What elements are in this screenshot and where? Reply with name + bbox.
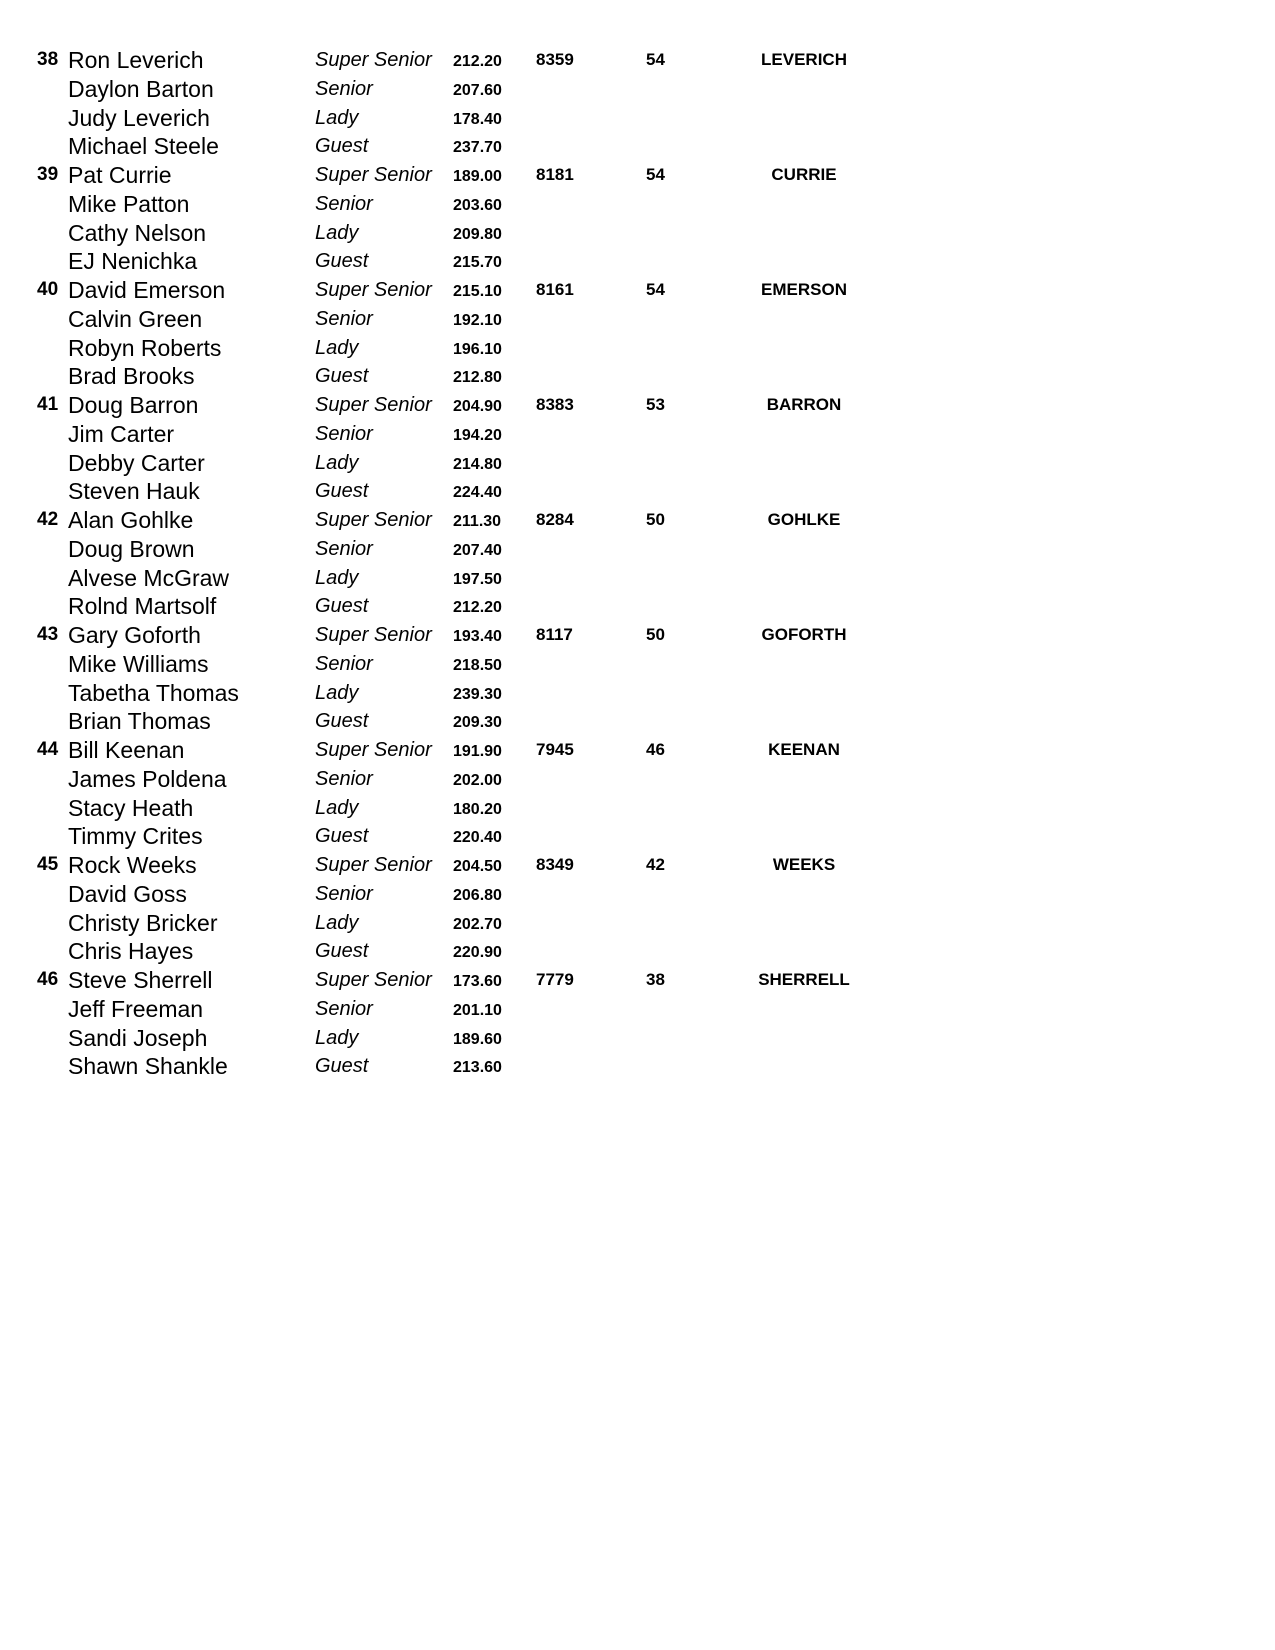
team-total-pins: 7945 — [536, 740, 574, 759]
team-points: 46 — [646, 740, 665, 759]
bowler-average: 193.40 — [453, 628, 502, 645]
bowler-name: Brad Brooks — [68, 363, 195, 390]
team-member-row — [0, 132, 1275, 161]
team-name: BARRON — [766, 395, 842, 414]
bowler-division: Super Senior — [315, 624, 432, 646]
bowler-name: Robyn Roberts — [68, 334, 222, 361]
bowler-division: Guest — [315, 135, 369, 158]
team-block — [0, 391, 1275, 506]
bowler-average: 203.60 — [453, 196, 502, 214]
bowler-average: 207.60 — [453, 81, 502, 99]
bowler-name: James Poldena — [68, 765, 227, 792]
bowler-division: Senior — [315, 997, 373, 1020]
bowler-division: Senior — [315, 307, 373, 330]
bowler-name: Sandi Joseph — [68, 1024, 208, 1051]
team-rank: 42 — [37, 509, 59, 530]
bowler-division: Lady — [315, 451, 359, 474]
bowler-division: Lady — [315, 336, 359, 359]
bowler-name: Steven Hauk — [68, 478, 200, 505]
bowler-average: 214.80 — [453, 455, 502, 473]
team-member-row — [0, 564, 1275, 593]
bowler-division: Senior — [315, 537, 373, 560]
bowler-average: 189.00 — [453, 168, 502, 185]
team-block — [0, 276, 1275, 391]
bowler-name: Cathy Nelson — [68, 219, 207, 246]
bowler-division: Guest — [315, 1055, 369, 1078]
bowler-average: 215.70 — [453, 254, 502, 272]
bowler-average: 220.40 — [453, 829, 502, 847]
bowler-name: Mike Williams — [68, 650, 209, 677]
team-name: WEEKS — [772, 855, 836, 874]
bowler-name: Mike Patton — [68, 190, 190, 217]
team-points: 42 — [646, 855, 665, 874]
team-rank: 44 — [37, 739, 59, 760]
team-lead-row — [0, 161, 1275, 190]
bowler-division: Lady — [315, 106, 359, 129]
team-rank: 39 — [37, 164, 59, 185]
bowler-average: 207.40 — [453, 541, 502, 559]
bowler-average: 201.10 — [453, 1001, 502, 1019]
team-member-row — [0, 449, 1275, 478]
bowler-division: Senior — [315, 882, 373, 905]
bowler-average: 204.50 — [453, 858, 502, 875]
bowler-division: Guest — [315, 940, 369, 963]
bowler-division: Lady — [315, 1026, 359, 1049]
bowler-average: 202.70 — [453, 915, 502, 933]
team-total-pins: 7779 — [536, 970, 574, 989]
team-rank: 46 — [37, 969, 59, 990]
bowler-division: Lady — [315, 681, 359, 704]
team-total-pins: 8284 — [536, 510, 574, 529]
team-name: CURRIE — [771, 165, 837, 184]
bowler-name: Judy Leverich — [68, 104, 210, 131]
team-name: EMERSON — [761, 280, 847, 299]
bowler-name: Michael Steele — [68, 133, 219, 160]
team-member-row — [0, 305, 1275, 334]
bowler-name: Alvese McGraw — [68, 564, 230, 591]
team-member-row — [0, 880, 1275, 909]
bowler-division: Lady — [315, 566, 359, 589]
bowler-division: Guest — [315, 480, 369, 503]
bowler-average: 204.90 — [453, 398, 502, 415]
team-member-row — [0, 679, 1275, 708]
team-points: 53 — [646, 395, 665, 414]
team-total-pins: 8383 — [536, 395, 574, 414]
bowler-name: Jeff Freeman — [68, 995, 204, 1022]
team-total-pins: 8161 — [536, 280, 574, 299]
bowler-average: 194.20 — [453, 426, 502, 444]
bowler-name: Daylon Barton — [68, 75, 214, 102]
bowler-name: Ron Leverich — [68, 47, 204, 73]
bowler-name: David Emerson — [68, 277, 226, 303]
bowler-name: Brian Thomas — [68, 708, 211, 735]
team-member-row — [0, 420, 1275, 449]
bowler-name: Doug Barron — [68, 392, 199, 418]
team-member-row — [0, 765, 1275, 794]
bowler-average: 209.80 — [453, 225, 502, 243]
bowler-name: Jim Carter — [68, 420, 175, 447]
bowler-division: Super Senior — [315, 49, 432, 71]
team-points: 54 — [646, 50, 665, 69]
team-member-row — [0, 937, 1275, 966]
bowler-average: 196.10 — [453, 340, 502, 358]
bowler-division: Guest — [315, 825, 369, 848]
bowler-division: Super Senior — [315, 394, 432, 416]
bowler-average: 218.50 — [453, 656, 502, 674]
bowler-average: 197.50 — [453, 570, 502, 588]
team-lead-row — [0, 621, 1275, 650]
team-name: GOHLKE — [767, 510, 841, 529]
bowler-division: Lady — [315, 911, 359, 934]
team-block — [0, 966, 1275, 1081]
bowler-average: 237.70 — [453, 139, 502, 157]
bowler-average: 224.40 — [453, 484, 502, 502]
team-member-row — [0, 75, 1275, 104]
team-points: 38 — [646, 970, 665, 989]
team-lead-row — [0, 851, 1275, 880]
bowler-average: 212.80 — [453, 369, 502, 387]
team-points: 54 — [646, 280, 665, 299]
team-member-row — [0, 822, 1275, 851]
bowler-name: Alan Gohlke — [68, 507, 194, 533]
bowler-average: 215.10 — [453, 283, 502, 300]
team-lead-row — [0, 506, 1275, 535]
bowler-average: 212.20 — [453, 599, 502, 617]
bowler-division: Senior — [315, 192, 373, 215]
team-name: GOFORTH — [761, 625, 847, 644]
bowler-division: Guest — [315, 710, 369, 733]
bowler-name: Timmy Crites — [68, 823, 203, 850]
bowler-division: Super Senior — [315, 164, 432, 186]
team-block — [0, 46, 1275, 161]
team-member-row — [0, 104, 1275, 133]
bowler-average: 206.80 — [453, 886, 502, 904]
bowler-average: 213.60 — [453, 1059, 502, 1077]
bowler-division: Guest — [315, 595, 369, 618]
bowler-division: Senior — [315, 422, 373, 445]
team-member-row — [0, 247, 1275, 276]
team-lead-row — [0, 46, 1275, 75]
bowler-name: Tabetha Thomas — [68, 679, 239, 706]
team-member-row — [0, 334, 1275, 363]
team-lead-row — [0, 391, 1275, 420]
standings-sheet — [0, 46, 1275, 1081]
team-block — [0, 851, 1275, 966]
bowler-name: Debby Carter — [68, 449, 205, 476]
bowler-average: 239.30 — [453, 685, 502, 703]
bowler-division: Lady — [315, 221, 359, 244]
bowler-division: Super Senior — [315, 969, 432, 991]
team-total-pins: 8117 — [536, 625, 573, 644]
team-member-row — [0, 477, 1275, 506]
bowler-division: Senior — [315, 767, 373, 790]
bowler-average: 191.90 — [453, 743, 502, 760]
bowler-name: Chris Hayes — [68, 938, 194, 965]
bowler-average: 212.20 — [453, 53, 502, 70]
team-name: SHERRELL — [758, 970, 850, 989]
bowler-average: 211.30 — [453, 513, 502, 530]
bowler-name: David Goss — [68, 880, 187, 907]
team-block — [0, 161, 1275, 276]
bowler-average: 178.40 — [453, 110, 502, 128]
team-block — [0, 506, 1275, 621]
team-rank: 41 — [37, 394, 59, 415]
bowler-name: Gary Goforth — [68, 622, 201, 648]
bowler-average: 202.00 — [453, 771, 502, 789]
team-block — [0, 736, 1275, 851]
bowler-average: 180.20 — [453, 800, 502, 818]
team-total-pins: 8359 — [536, 50, 574, 69]
bowler-average: 220.90 — [453, 944, 502, 962]
team-lead-row — [0, 966, 1275, 995]
team-lead-row — [0, 276, 1275, 305]
bowler-name: Rolnd Martsolf — [68, 593, 217, 620]
team-name: KEENAN — [768, 740, 840, 759]
bowler-division: Senior — [315, 77, 373, 100]
team-rank: 45 — [37, 854, 59, 875]
bowler-name: Shawn Shankle — [68, 1053, 228, 1080]
bowler-name: Bill Keenan — [68, 737, 185, 763]
team-points: 54 — [646, 165, 665, 184]
bowler-division: Lady — [315, 796, 359, 819]
team-member-row — [0, 794, 1275, 823]
team-member-row — [0, 650, 1275, 679]
bowler-division: Super Senior — [315, 279, 432, 301]
team-total-pins: 8349 — [536, 855, 574, 874]
bowler-average: 173.60 — [453, 973, 502, 990]
team-member-row — [0, 707, 1275, 736]
team-total-pins: 8181 — [536, 165, 574, 184]
bowler-name: EJ Nenichka — [68, 248, 198, 275]
team-rank: 40 — [37, 279, 59, 300]
team-member-row — [0, 592, 1275, 621]
team-member-row — [0, 1024, 1275, 1053]
team-rank: 38 — [37, 49, 59, 70]
bowler-name: Christy Bricker — [68, 909, 218, 936]
bowler-division: Super Senior — [315, 854, 432, 876]
team-member-row — [0, 362, 1275, 391]
bowler-name: Steve Sherrell — [68, 967, 213, 993]
team-block — [0, 621, 1275, 736]
bowler-average: 192.10 — [453, 311, 502, 329]
bowler-name: Rock Weeks — [68, 852, 197, 878]
bowler-name: Doug Brown — [68, 535, 195, 562]
bowler-division: Guest — [315, 250, 369, 273]
team-member-row — [0, 909, 1275, 938]
bowler-name: Calvin Green — [68, 305, 203, 332]
bowler-average: 209.30 — [453, 714, 502, 732]
team-rank: 43 — [37, 624, 59, 645]
bowler-name: Stacy Heath — [68, 794, 194, 821]
team-member-row — [0, 995, 1275, 1024]
team-points: 50 — [646, 510, 665, 529]
team-member-row — [0, 535, 1275, 564]
team-name: LEVERICH — [761, 50, 847, 69]
team-points: 50 — [646, 625, 665, 644]
bowler-name: Pat Currie — [68, 162, 172, 188]
bowler-average: 189.60 — [453, 1030, 502, 1048]
team-member-row — [0, 1052, 1275, 1081]
bowler-division: Senior — [315, 652, 373, 675]
bowler-division: Guest — [315, 365, 369, 388]
team-member-row — [0, 190, 1275, 219]
team-lead-row — [0, 736, 1275, 765]
bowler-division: Super Senior — [315, 509, 432, 531]
team-member-row — [0, 219, 1275, 248]
bowler-division: Super Senior — [315, 739, 432, 761]
